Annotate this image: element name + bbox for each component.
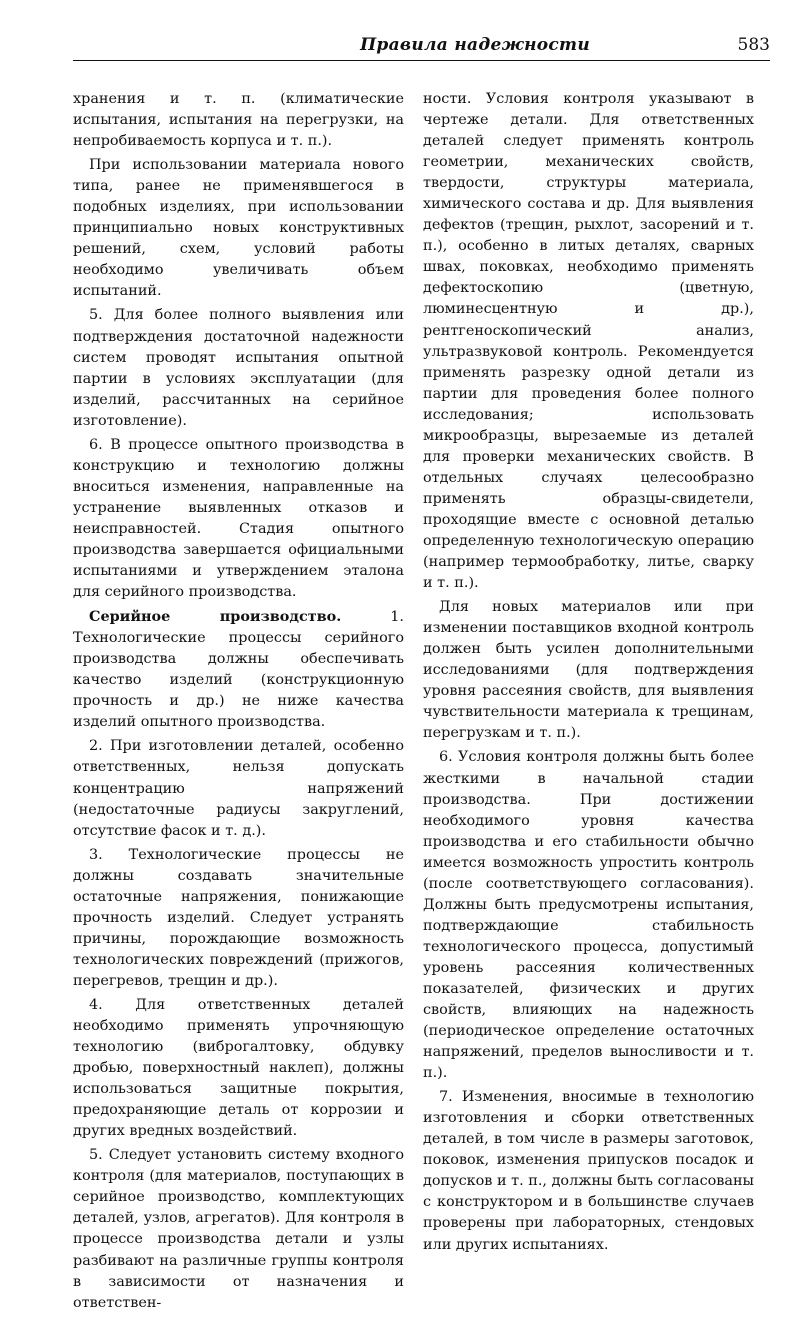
paragraph — [73, 606, 404, 733]
paragraph: 5. Следует установить систему входного контроля (для материалов, поступающих в серийное производство, комплектующих деталей, узлов, агрегатов). Для контроля в процессе производства детали и узлы разбивают на различные группы контроля в зависимости от назначения и ответствен- — [73, 1147, 404, 1311]
header-rule — [73, 60, 770, 61]
paragraph: хранения и т. п. (климатические испытания, испытания на перегрузки, на непробиваемость корпуса и т. п.). — [73, 91, 404, 150]
paragraph: 6. Условия контроля должны быть более жесткими в начальной стадии производства. При достижении необходимого уровня качества производства и его стабильности обычно имеется возможность упростить контроль (после соответствующего согласования). Должны быть предусмотрены испытания, подтверждающие стабильность технологического процесса, допустимый уровень рассеяния количественных показателей, физических и других свойств, влияющих на надежность (периодическое определение остаточных напряжений, пределов выносливости и т. п.). — [423, 749, 754, 1082]
paragraph: 5. Для более полного выявления или подтверждения достаточной надежности систем проводят испытания опытной партии в условиях эксплуатации (для изделий, рассчитанных на серийное изготовление). — [73, 307, 404, 429]
page-header — [73, 33, 770, 61]
paragraph: При использовании материала нового типа, ранее не применявшегося в подобных изделиях, при использовании принципиально новых конструктивных решений, схем, условий работы необходимо увеличивать объем испытаний. — [73, 157, 404, 300]
running-title: Правила надежности — [360, 35, 590, 55]
section-heading: Серийное производство. — [89, 608, 342, 626]
paragraph-text: 1. Технологические процессы серийного производства должны обеспечивать качество изделий (конструкционную прочность и др.) не ниже качества изделий опытного производства. — [73, 609, 404, 731]
paragraph: 4. Для ответственных деталей необходимо применять упрочняющую технологию (виброгалтовку, обдувку дробью, поверхностный наклеп), должны использоваться защитные покрытия, предохраняющие деталь от коррозии и других вредных воздействий. — [73, 996, 404, 1140]
paragraph: 6. В процессе опытного производства в конструкцию и технологию должны вноситься изменения, направленные на устранение выявленных отказов и неисправностей. Стадия опытного производства завершается официальными испытаниями и утверждением эталона для серийного производства. — [73, 436, 404, 601]
paragraph: 2. При изготовлении деталей, особенно ответственных, нельзя допускать концентрацию напряжений (недостаточные радиусы закруглений, отсутствие фасок и т. д.). — [73, 738, 404, 839]
paragraph: Для новых материалов или при изменении поставщиков входной контроль должен быть усилен дополнительными исследованиями (для подтверждения уровня рассеяния свойств, для выявления чувствительности материала к трещинам, перегрузкам и т. п.). — [423, 599, 754, 742]
paragraph: 3. Технологические процессы не должны создавать значительные остаточные напряжения, понижающие прочность изделий. Следует устранять причины, порождающие возможность технологических повреждений (прижогов, перегревов, трещин и др.). — [73, 846, 404, 989]
paragraph: ности. Условия контроля указывают в чертеже детали. Для ответственных деталей следует применять контроль геометрии, механических свойств, твердости, структуры материала, химического состава и др. Для выявления дефектов (трещин, рыхлот, засорений и т. п.), особенно в литых деталях, сварных швах, поковках, необходимо применять дефектоскопию (цветную, люминесцентную и др.), рентгеноскопический анализ, ультразвуковой контроль. Рекомендуется применять разрезку одной детали из партии для проведения более полного исследования; использовать микрообразцы, вырезаемые из деталей для проверки механических свойств. В отдельных случаях целесообразно применять образцы-свидетели, проходящие вместе с основной деталью определенную технологическую операцию (например термообработку, литье, сварку и т. п.). — [423, 91, 754, 592]
page-number: 583 — [737, 35, 770, 55]
paragraph: 7. Изменения, вносимые в технологию изготовления и сборки ответственных деталей, в том числе в размеры заготовок, поковок, изменения припусков посадок и допусков и т. п., должны быть согласованы с конструктором и в большинстве случаев проверены при лабораторных, стендовых или других испытаниях. — [423, 1089, 755, 1253]
left-column — [73, 89, 404, 1317]
right-column — [423, 89, 754, 1259]
